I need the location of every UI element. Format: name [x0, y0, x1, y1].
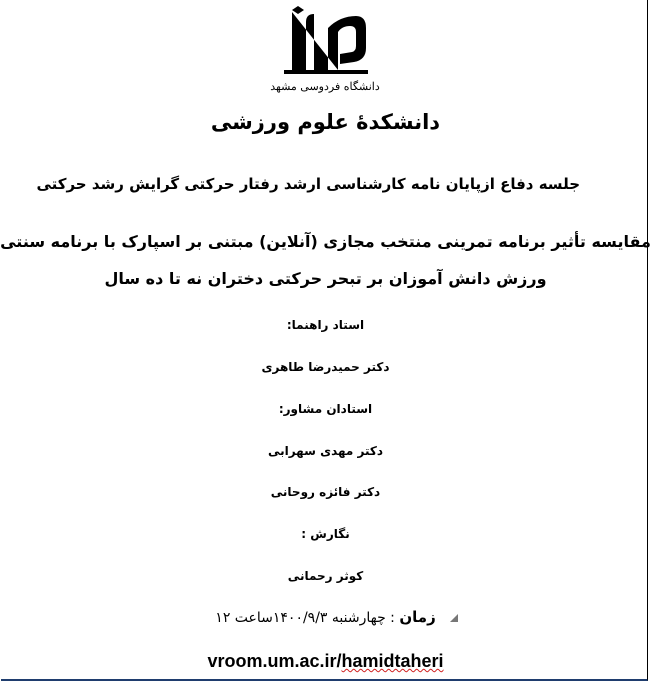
schedule-label: زمان [399, 608, 436, 626]
meeting-link-path: hamidtaheri [341, 651, 444, 671]
supervisor-label: استاد راهنما: [286, 318, 365, 332]
advisor-name: دکتر مهدی سهرابی [267, 444, 384, 458]
faculty-title: دانشکدهٔ علوم ورزشی [210, 110, 441, 134]
session-title: جلسه دفاع ازپایان نامه کارشناسی ارشد رفتار حرکتی گرایش رشد حرکتی [36, 175, 580, 193]
schedule-line [0, 608, 651, 626]
thesis-title-line-2: ورزش دانش آموزان بر تبحر حرکتی دختران نه تا ده سال [104, 269, 547, 288]
advisors-label: استادان مشاور: [278, 402, 373, 416]
meeting-link-prefix: vroom.um.ac.ir/ [207, 651, 342, 671]
supervisor-name: دکتر حمیدرضا طاهری [261, 360, 390, 374]
logo-caption: دانشگاه فردوسی مشهد [270, 80, 380, 93]
writer-name: کوثر رحمانی [287, 569, 364, 583]
university-logo [270, 4, 380, 100]
advisor-name: دکتر فائزه روحانی [270, 485, 381, 499]
writer-label: نگارش : [301, 527, 350, 541]
schedule-value: : چهارشنبه ۱۴۰۰/۹/۳ساعت ۱۲ [215, 610, 395, 626]
meeting-link[interactable] [0, 651, 651, 672]
thesis-title-line-1: مقایسه تأثیر برنامه تمرینی منتخب مجازی (آنلاین) مبتنی بر اسپارک با برنامه سنتی [0, 232, 651, 251]
